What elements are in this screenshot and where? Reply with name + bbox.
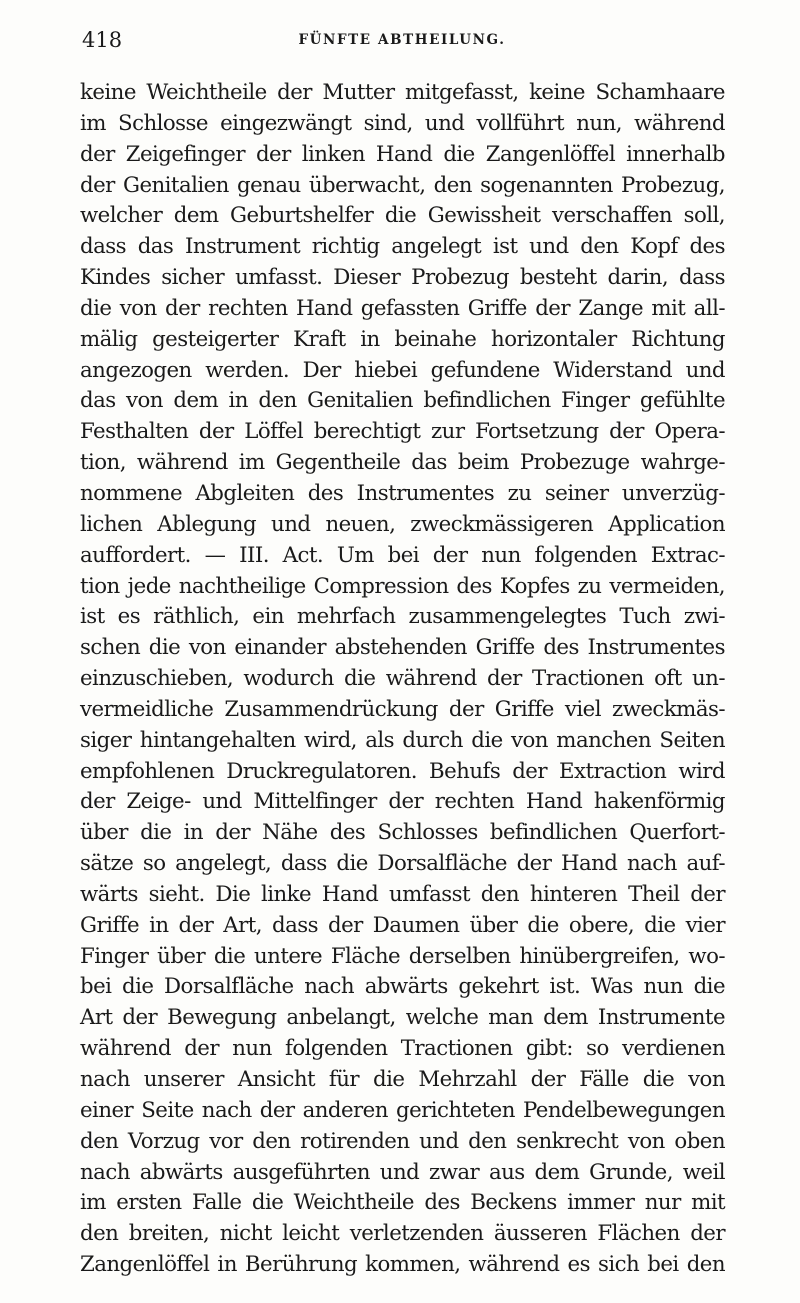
- text-line: Finger über die untere Fläche derselben hinübergreifen, wo-: [80, 943, 725, 969]
- text-line: nommene Abgleiten des Instrumentes zu seiner unverzüg-: [80, 480, 725, 506]
- text-line: der Genitalien genau überwacht, den sogenannten Probezug,: [80, 172, 725, 198]
- text-line: tion jede nachtheilige Compression des Kopfes zu vermeiden,: [80, 573, 725, 599]
- text-line: einer Seite nach der anderen gerichteten Pendelbewegungen: [80, 1097, 725, 1123]
- page-number: 418: [82, 28, 123, 52]
- text-line: bei die Dorsalfläche nach abwärts gekehrt ist. Was nun die: [80, 974, 725, 1000]
- text-line: nach unserer Ansicht für die Mehrzahl der Fälle die von: [80, 1067, 725, 1092]
- text-line: Art der Bewegung anbelangt, welche man dem Instrumente: [80, 1005, 725, 1031]
- text-line: die von der rechten Hand gefassten Griffe der Zange mit all-: [80, 295, 725, 321]
- text-line: mälig gesteigerter Kraft in beinahe horizontaler Richtung: [80, 326, 725, 352]
- text-line: Kindes sicher umfasst. Dieser Probezug besteht darin, dass: [80, 265, 725, 291]
- text-line: Festhalten der Löffel berechtigt zur Fortsetzung der Opera-: [80, 419, 725, 445]
- text-line: auffordert. — III. Act. Um bei der nun folgenden Extrac-: [80, 542, 725, 568]
- text-line: keine Weichtheile der Mutter mitgefasst, keine Schamhaare: [80, 80, 725, 105]
- text-line: Griffe in der Art, dass der Daumen über die obere, die vier: [80, 912, 725, 938]
- text-line: welcher dem Geburtshelfer die Gewissheit verschaffen soll,: [80, 203, 725, 229]
- text-line: der Zeigefinger der linken Hand die Zangenlöffel innerhalb: [80, 141, 725, 167]
- text-line: Zangenlöffel in Berührung kommen, während es sich bei den: [80, 1252, 725, 1278]
- page-header: [82, 28, 722, 68]
- running-head: FÜNFTE ABTHEILUNG.: [298, 32, 506, 48]
- text-line: im ersten Falle die Weichtheile des Beckens immer nur mit: [80, 1190, 725, 1216]
- text-line: angezogen werden. Der hiebei gefundene Widerstand und: [80, 357, 725, 383]
- text-line: sätze so angelegt, dass die Dorsalfläche der Hand nach auf-: [80, 851, 725, 877]
- text-line: nach abwärts ausgeführten und zwar aus dem Grunde, weil: [80, 1159, 725, 1185]
- text-line: schen die von einander abstehenden Griffe des Instrumentes: [80, 635, 725, 661]
- text-line: über die in der Nähe des Schlosses befindlichen Querfort-: [80, 820, 725, 846]
- body-text: [80, 78, 725, 1281]
- text-line: wärts sieht. Die linke Hand umfasst den hinteren Theil der: [80, 881, 725, 907]
- text-line: während der nun folgenden Tractionen gibt: so verdienen: [80, 1036, 725, 1062]
- text-line: lichen Ablegung und neuen, zweckmässigeren Application: [80, 511, 725, 537]
- text-line: ist es räthlich, ein mehrfach zusammengelegtes Tuch zwi-: [80, 604, 725, 630]
- text-line: siger hintangehalten wird, als durch die von manchen Seiten: [80, 727, 725, 753]
- text-line: den breiten, nicht leicht verletzenden äusseren Flächen der: [80, 1221, 725, 1247]
- text-line: der Zeige- und Mittelfinger der rechten Hand hakenförmig: [80, 789, 725, 815]
- text-line: dass das Instrument richtig angelegt ist und den Kopf des: [80, 234, 725, 260]
- text-line: tion, während im Gegentheile das beim Probezuge wahrge-: [80, 450, 725, 476]
- text-line: im Schlosse eingezwängt sind, und vollführt nun, während: [80, 110, 725, 136]
- text-line: vermeidliche Zusammendrückung der Griffe viel zweckmäs-: [80, 696, 725, 722]
- text-line: das von dem in den Genitalien befindlichen Finger gefühlte: [80, 388, 725, 414]
- text-line: einzuschieben, wodurch die während der Tractionen oft un-: [80, 666, 725, 692]
- text-line: empfohlenen Druckregulatoren. Behufs der Extraction wird: [80, 758, 725, 784]
- text-line: den Vorzug vor den rotirenden und den senkrecht von oben: [80, 1128, 725, 1154]
